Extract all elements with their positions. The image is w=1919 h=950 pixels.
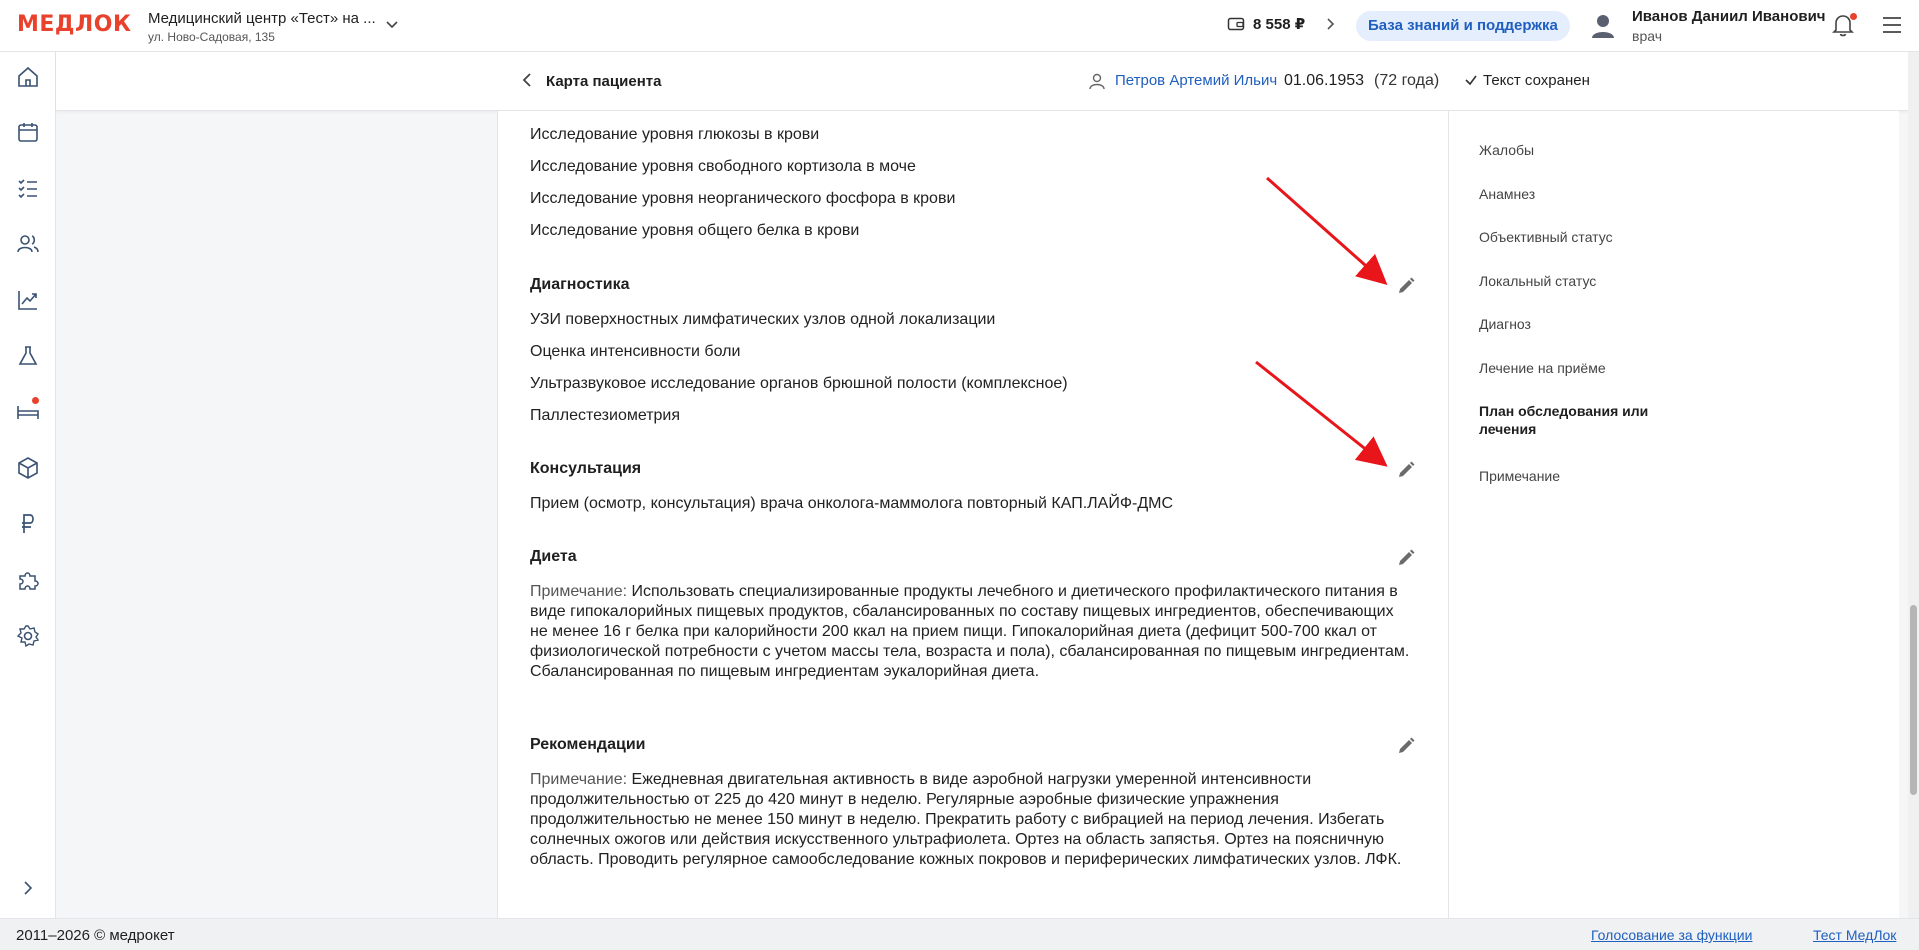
user-info[interactable] <box>1632 8 1826 44</box>
diet-heading: Диета <box>530 548 577 565</box>
section-nav-item-active[interactable]: План обследования или лечения <box>1479 403 1649 437</box>
chevron-right-icon <box>1325 17 1335 31</box>
section-nav-item[interactable]: Примечание <box>1479 468 1561 484</box>
puzzle-icon[interactable] <box>16 568 40 592</box>
patient-age: (72 года) <box>1374 72 1440 89</box>
home-icon[interactable] <box>16 65 40 89</box>
user-avatar-icon[interactable] <box>1589 12 1617 40</box>
balance-amount: 8 558 ₽ <box>1253 16 1306 33</box>
section-nav-item[interactable]: Объективный статус <box>1479 229 1613 245</box>
note-label: Примечание: <box>530 771 628 788</box>
diagnostics-heading: Диагностика <box>530 276 630 293</box>
section-nav-item[interactable]: Диагноз <box>1479 316 1531 332</box>
patient-dob: 01.06.1953 <box>1284 72 1365 89</box>
diagnostics-item: УЗИ поверхностных лимфатических узлов одной локализации <box>530 311 996 328</box>
box-icon[interactable] <box>16 456 40 480</box>
balance[interactable] <box>1227 15 1335 33</box>
patient-name-link[interactable]: Петров Артемий Ильич <box>1115 72 1278 89</box>
settings-gear-icon[interactable] <box>16 624 40 648</box>
clinic-name: Медицинский центр «Тест» на ... <box>148 10 376 27</box>
bed-icon[interactable] <box>16 400 40 424</box>
treatment-plan-panel <box>497 111 1449 918</box>
page-title: Карта пациента <box>546 73 662 90</box>
feature-vote-link[interactable]: Голосование за функции <box>1591 927 1753 943</box>
pencil-edit-icon[interactable] <box>1395 459 1417 481</box>
clinic-selector[interactable] <box>148 10 376 44</box>
lab-item: Исследование уровня свободного кортизола в моче <box>530 158 916 175</box>
recommendations-heading: Рекомендации <box>530 736 646 753</box>
diet-note <box>530 582 1410 682</box>
diet-note-text: Использовать специализированные продукты лечебного и диетического профилактического питания в виде гипокалорийных пищевых продуктов, сбалансированных по составу пищевых ингредиентов, обеспечивающих не менее 16 г белка при калорийности 200 ккал на прием пищи. Гипокалорийная диета (дефицит 500-700 ккал от физиологической потребности с учетом массы тела, возраста и пола), сбалансированная по пищевым ингредиентам. Сбалансированная по пищевым ингредиентам эукалорийная диета. <box>530 583 1410 680</box>
patients-icon[interactable] <box>16 232 40 256</box>
footer <box>0 918 1919 950</box>
save-status: Текст сохранен <box>1483 72 1590 89</box>
ruble-icon[interactable] <box>16 512 40 536</box>
lab-item: Исследование уровня неорганического фосфора в крови <box>530 190 956 207</box>
checklist-icon[interactable] <box>16 176 40 200</box>
section-nav-item[interactable]: Локальный статус <box>1479 273 1597 289</box>
pencil-edit-icon[interactable] <box>1395 547 1417 569</box>
section-nav-item[interactable]: Лечение на приёме <box>1479 360 1606 376</box>
patient-card-header <box>56 52 1919 111</box>
expand-rail-icon[interactable] <box>16 876 40 900</box>
lab-item: Исследование уровня общего белка в крови <box>530 222 860 239</box>
section-nav-item[interactable]: Жалобы <box>1479 142 1535 158</box>
recommendations-note <box>530 770 1410 870</box>
consultation-item: Прием (осмотр, консультация) врача онколога-маммолога повторный КАП.ЛАЙФ-ДМС <box>530 495 1174 512</box>
check-icon <box>1464 73 1478 87</box>
logo[interactable]: МЕДЛОК <box>17 12 132 37</box>
notification-dot <box>1850 13 1857 20</box>
person-icon <box>1088 72 1106 90</box>
test-medlok-link[interactable]: Тест МедЛок <box>1813 927 1897 943</box>
wallet-icon <box>1227 16 1245 32</box>
lab-flask-icon[interactable] <box>16 344 40 368</box>
user-role: врач <box>1632 28 1662 44</box>
pencil-edit-icon[interactable] <box>1395 735 1417 757</box>
note-label: Примечание: <box>530 583 628 600</box>
user-name: Иванов Даниил Иванович <box>1632 8 1826 25</box>
chevron-down-icon[interactable] <box>383 16 401 34</box>
calendar-icon[interactable] <box>16 120 40 144</box>
lab-item: Исследование уровня глюкозы в крови <box>530 126 820 143</box>
section-nav-item[interactable]: Анамнез <box>1479 186 1536 202</box>
pencil-edit-icon[interactable] <box>1395 275 1417 297</box>
diagnostics-item: Паллестезиометрия <box>530 407 681 424</box>
left-rail <box>0 52 56 918</box>
knowledge-base-button[interactable]: База знаний и поддержка <box>1356 11 1570 41</box>
diagnostics-item: Ультразвуковое исследование органов брюшной полости (комплексное) <box>530 375 1068 392</box>
section-nav <box>1449 111 1899 918</box>
menu-icon[interactable] <box>1881 15 1903 35</box>
recommendations-note-text: Ежедневная двигательная активность в виде аэробной нагрузки умеренной интенсивности продолжительностью от 225 до 420 минут в неделю. Регулярные аэробные физические упражнения продолжительностью не менее 150 минут в неделю. Прекратить работу с вибрацией на период лечения. Избегать солнечных ожогов или действия искусственного ультрафиолета. Ортез на область запястья. Ортез на поясничную область. Проводить регулярное самообследование кожных покровов и периферических лимфатических узлов. ЛФК. <box>530 771 1402 868</box>
diagnostics-item: Оценка интенсивности боли <box>530 343 741 360</box>
analytics-icon[interactable] <box>16 288 40 312</box>
back-chevron-icon[interactable] <box>520 72 534 88</box>
top-header <box>0 0 1919 52</box>
copyright: 2011–2026 © медрокет <box>16 927 175 944</box>
clinic-address: ул. Ново-Садовая, 135 <box>148 30 275 44</box>
scrollbar-thumb[interactable] <box>1910 605 1917 795</box>
consultation-heading: Консультация <box>530 460 642 477</box>
